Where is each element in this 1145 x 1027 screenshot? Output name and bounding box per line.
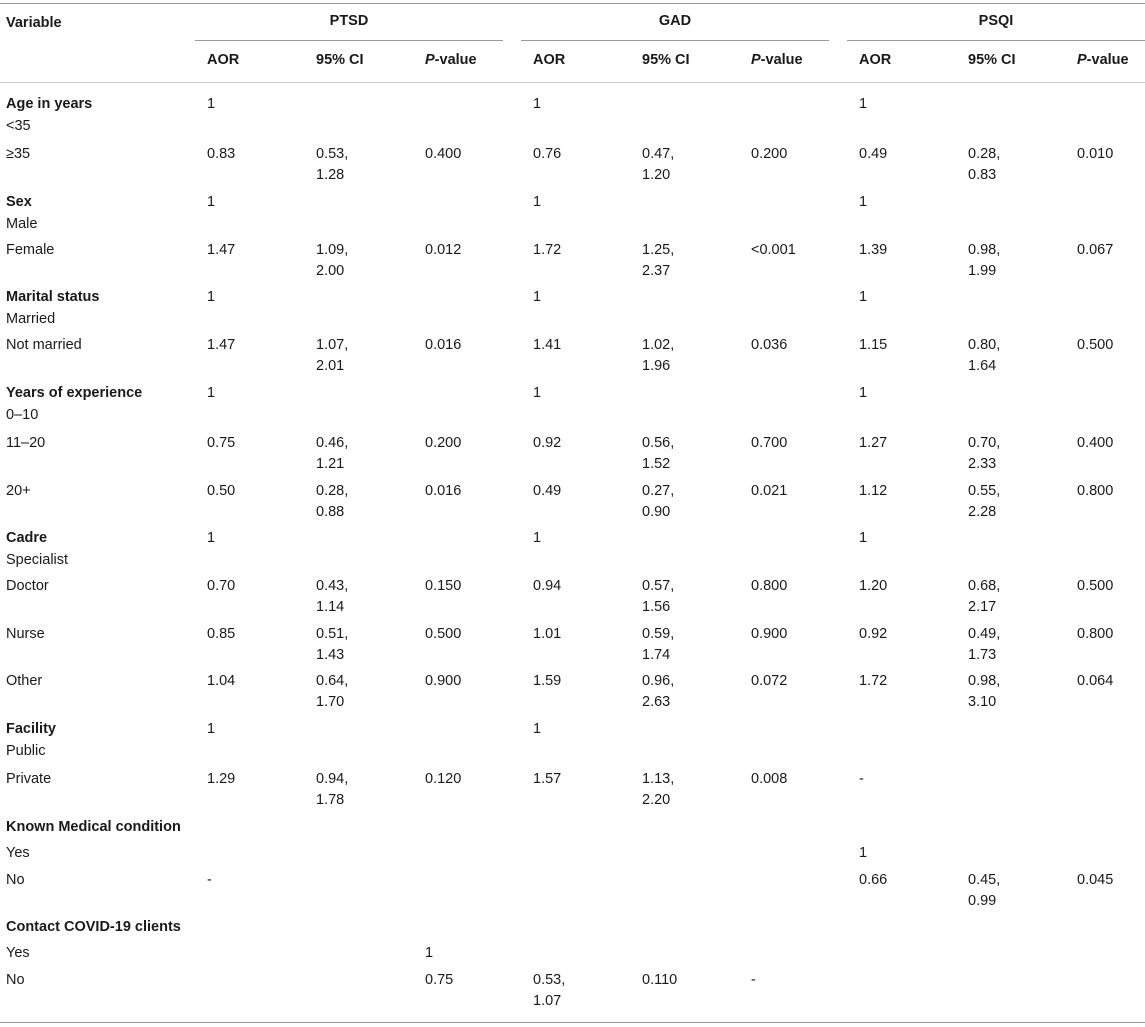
table-cell: 1	[425, 945, 434, 961]
row-label: Years of experience	[6, 385, 143, 401]
table-cell: 0.46,	[316, 435, 349, 451]
table-cell-ci-upper: 1.52	[642, 456, 671, 472]
subheader-ci: 95% CI	[316, 52, 364, 68]
table-cell: 0.150	[425, 578, 462, 594]
header-variable: Variable	[6, 15, 62, 31]
table-cell: 0.800	[1077, 483, 1114, 499]
table-cell: 0.200	[425, 435, 462, 451]
table-cell: 0.064	[1077, 673, 1114, 689]
row-label: Male	[6, 216, 38, 232]
table-cell: 1	[533, 721, 542, 737]
row-label: Contact COVID-19 clients	[6, 919, 181, 935]
table-cell: 1	[859, 845, 868, 861]
table-cell: 0.92	[859, 626, 888, 642]
table-cell: 0.016	[425, 483, 462, 499]
table-cell: 0.43,	[316, 578, 349, 594]
table-cell: 0.021	[751, 483, 788, 499]
table-top-rule	[0, 3, 1145, 4]
table-cell: 0.55,	[968, 483, 1001, 499]
row-label: Doctor	[6, 578, 49, 594]
table-cell: 0.53,	[316, 146, 349, 162]
row-label: Yes	[6, 945, 30, 961]
table-cell: 1.27	[859, 435, 888, 451]
row-label: Age in years	[6, 96, 93, 112]
table-cell: 1.47	[207, 337, 236, 353]
table-cell: 0.49,	[968, 626, 1001, 642]
table-cell: 0.53,	[533, 972, 566, 988]
table-cell: 1.02,	[642, 337, 675, 353]
table-cell: 0.008	[751, 771, 788, 787]
row-label: 20+	[6, 483, 31, 499]
group-rule-gad	[521, 40, 829, 41]
table-cell: 0.27,	[642, 483, 675, 499]
table-cell-ci-upper: 0.83	[968, 167, 997, 183]
row-label: Marital status	[6, 289, 100, 305]
table-cell: 0.76	[533, 146, 562, 162]
subheader-aor: AOR	[207, 52, 240, 68]
table-cell: 0.400	[425, 146, 462, 162]
table-cell: 0.012	[425, 242, 462, 258]
table-cell: 0.036	[751, 337, 788, 353]
table-cell-ci-upper: 0.99	[968, 893, 997, 909]
row-label: Not married	[6, 337, 82, 353]
table-cell: 1	[207, 194, 216, 210]
table-cell: 1.59	[533, 673, 562, 689]
subheader-pvalue: P-value	[425, 52, 477, 68]
table-cell-ci-upper: 0.88	[316, 504, 345, 520]
table-cell: 1.57	[533, 771, 562, 787]
table-bottom-rule	[0, 1022, 1145, 1023]
row-label: Specialist	[6, 552, 69, 568]
table-cell: 0.49	[859, 146, 888, 162]
table-cell-ci-upper: 2.63	[642, 694, 671, 710]
table-cell: 0.98,	[968, 673, 1001, 689]
table-cell: 0.66	[859, 872, 888, 888]
row-label: Cadre	[6, 530, 48, 546]
table-cell-ci-upper: 1.43	[316, 647, 345, 663]
table-cell: 1.04	[207, 673, 236, 689]
table-cell-ci-upper: 1.20	[642, 167, 671, 183]
table-cell-ci-upper: 1.21	[316, 456, 345, 472]
table-cell: 1	[859, 289, 868, 305]
table-cell-ci-upper: 1.74	[642, 647, 671, 663]
row-label: Public	[6, 743, 46, 759]
table-cell: 0.80,	[968, 337, 1001, 353]
table-cell: 1	[533, 530, 542, 546]
table-cell: 0.072	[751, 673, 788, 689]
table-cell: 0.500	[1077, 337, 1114, 353]
table-cell: 0.110	[642, 972, 678, 988]
table-cell: 0.94,	[316, 771, 349, 787]
row-label: 11–20	[6, 435, 46, 451]
table-cell: 0.045	[1077, 872, 1114, 888]
table-cell-ci-upper: 0.90	[642, 504, 671, 520]
table-cell-ci-upper: 1.28	[316, 167, 345, 183]
row-label: Facility	[6, 721, 56, 737]
subheader-aor: AOR	[533, 52, 566, 68]
table-cell: 0.70,	[968, 435, 1001, 451]
table-cell: 0.700	[751, 435, 788, 451]
table-cell: 1	[207, 96, 216, 112]
table-cell: 1.29	[207, 771, 236, 787]
table-cell: 1.13,	[642, 771, 675, 787]
table-cell: 1	[533, 289, 542, 305]
table-cell: 1.47	[207, 242, 236, 258]
table-cell: 0.96,	[642, 673, 675, 689]
table-cell-ci-upper: 1.14	[316, 599, 345, 615]
table-cell: 0.900	[425, 673, 462, 689]
row-label: Married	[6, 311, 56, 327]
row-label: Nurse	[6, 626, 45, 642]
table-cell: 0.51,	[316, 626, 349, 642]
table-cell: 1	[859, 385, 868, 401]
table-cell: 0.98,	[968, 242, 1001, 258]
table-cell: 1.09,	[316, 242, 349, 258]
table-cell: 0.92	[533, 435, 562, 451]
table-cell-ci-upper: 3.10	[968, 694, 997, 710]
table-cell: 0.57,	[642, 578, 675, 594]
table-cell: 0.900	[751, 626, 788, 642]
row-label: Other	[6, 673, 43, 689]
row-label: Known Medical condition	[6, 819, 181, 835]
table-cell: 0.70	[207, 578, 236, 594]
table-cell: 1	[207, 530, 216, 546]
table-cell: 1.20	[859, 578, 888, 594]
table-cell: 0.200	[751, 146, 788, 162]
table-cell: 1	[533, 194, 542, 210]
table-cell: 1.07,	[316, 337, 349, 353]
table-cell-ci-upper: 1.56	[642, 599, 671, 615]
subheader-ci: 95% CI	[642, 52, 690, 68]
table-cell-ci-upper: 1.70	[316, 694, 345, 710]
table-cell: -	[751, 972, 756, 988]
table-cell: 1	[207, 721, 216, 737]
table-cell: 1	[533, 385, 542, 401]
table-cell: 1.12	[859, 483, 888, 499]
table-cell: 1.25,	[642, 242, 675, 258]
table-cell: 1.41	[533, 337, 562, 353]
subheader-pvalue: P-value	[751, 52, 803, 68]
group-header-gad: GAD	[658, 13, 692, 29]
subheader-aor: AOR	[859, 52, 892, 68]
table-cell: 1.39	[859, 242, 888, 258]
table-cell: 0.83	[207, 146, 236, 162]
table-cell-ci-upper: 2.17	[968, 599, 997, 615]
table-cell-ci-upper: 1.99	[968, 263, 997, 279]
table-cell: -	[207, 872, 212, 888]
table-cell: 1	[859, 194, 868, 210]
group-header-psqi: PSQI	[978, 13, 1014, 29]
table-cell: 0.010	[1077, 146, 1114, 162]
table-cell: 0.47,	[642, 146, 675, 162]
subheader-pvalue: P-value	[1077, 52, 1129, 68]
row-label: No	[6, 972, 25, 988]
row-label: ≥35	[6, 146, 31, 162]
table-cell: 0.067	[1077, 242, 1114, 258]
table-cell: -	[859, 771, 864, 787]
table-cell: 0.85	[207, 626, 236, 642]
table-cell-ci-upper: 1.64	[968, 358, 997, 374]
table-cell-ci-upper: 2.01	[316, 358, 345, 374]
table-cell: 0.94	[533, 578, 562, 594]
table-cell: 1.01	[533, 626, 562, 642]
table-cell: 0.59,	[642, 626, 675, 642]
table-cell: 1	[207, 289, 216, 305]
table-cell: 0.800	[751, 578, 788, 594]
table-cell-ci-upper: 2.28	[968, 504, 997, 520]
table-cell: 1	[207, 385, 216, 401]
row-label: Private	[6, 771, 52, 787]
table-cell: 0.50	[207, 483, 236, 499]
table-cell: 0.28,	[968, 146, 1001, 162]
table-cell: 0.120	[425, 771, 462, 787]
table-cell: 1	[859, 96, 868, 112]
table-cell: 0.400	[1077, 435, 1114, 451]
table-cell: 0.28,	[316, 483, 349, 499]
group-rule-psqi	[847, 40, 1145, 41]
group-rule-ptsd	[195, 40, 503, 41]
table-cell-ci-upper: 1.96	[642, 358, 671, 374]
table-cell: 1	[859, 530, 868, 546]
table-cell: 0.68,	[968, 578, 1001, 594]
table-cell-ci-upper: 2.20	[642, 792, 671, 808]
table-cell: 0.500	[425, 626, 462, 642]
table-cell: 1.72	[859, 673, 888, 689]
table-cell: 0.45,	[968, 872, 1001, 888]
subheader-ci: 95% CI	[968, 52, 1016, 68]
table-cell-ci-upper: 2.00	[316, 263, 345, 279]
table-cell: 0.500	[1077, 578, 1114, 594]
table-cell: 0.75	[425, 972, 454, 988]
table-cell: 0.75	[207, 435, 236, 451]
table-cell: 1	[533, 96, 542, 112]
table-cell-ci-upper: 1.07	[533, 993, 562, 1009]
table-cell: 1.72	[533, 242, 562, 258]
table-cell: 0.800	[1077, 626, 1114, 642]
row-label: Sex	[6, 194, 32, 210]
header-bottom-rule	[0, 82, 1145, 83]
table-cell-ci-upper: 2.33	[968, 456, 997, 472]
table-cell-ci-upper: 2.37	[642, 263, 671, 279]
group-header-ptsd: PTSD	[329, 13, 369, 29]
table-cell-ci-upper: 1.78	[316, 792, 345, 808]
table-cell: 1.15	[859, 337, 888, 353]
row-label: No	[6, 872, 25, 888]
table-cell: 0.49	[533, 483, 562, 499]
table-cell: 0.016	[425, 337, 462, 353]
table-cell: 0.64,	[316, 673, 349, 689]
table-cell: <0.001	[751, 242, 796, 258]
table-cell-ci-upper: 1.73	[968, 647, 997, 663]
row-label: Yes	[6, 845, 30, 861]
row-label: <35	[6, 118, 31, 134]
row-label: 0–10	[6, 407, 39, 423]
row-label: Female	[6, 242, 55, 258]
table-cell: 0.56,	[642, 435, 675, 451]
